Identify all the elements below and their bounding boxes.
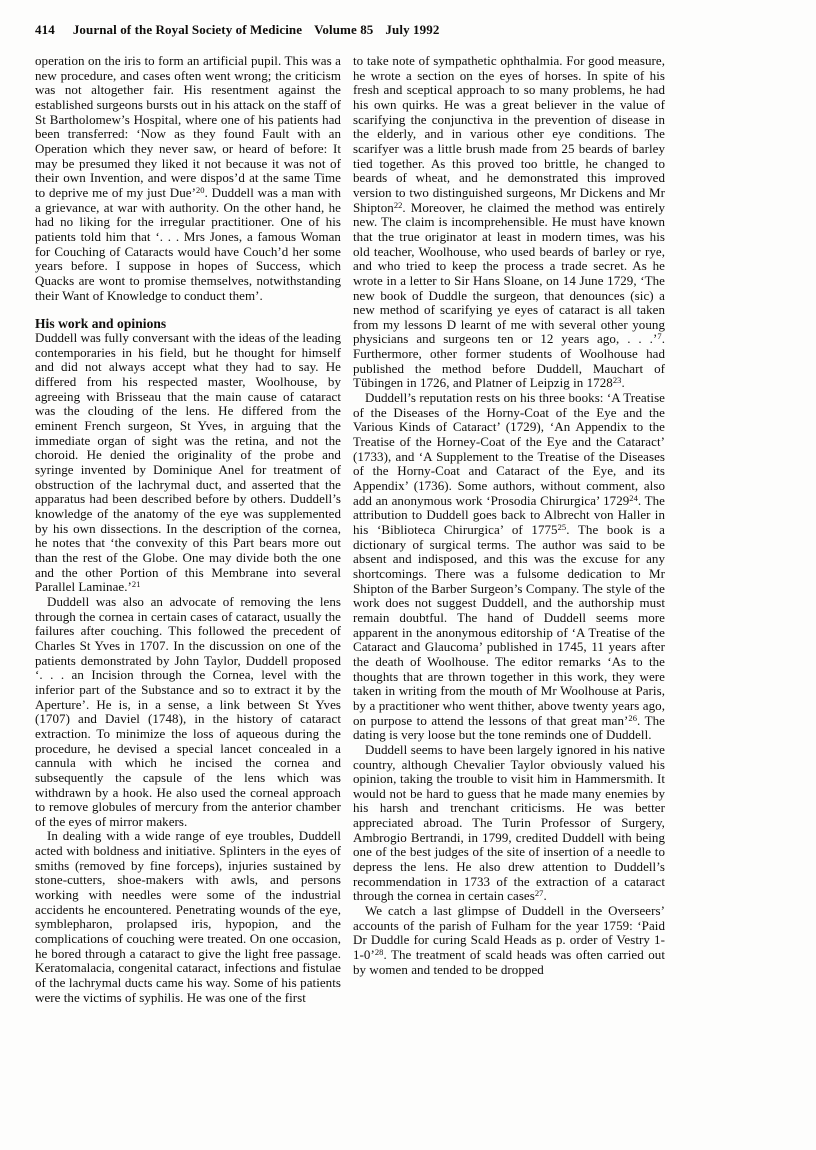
reference-superscript: 20 — [195, 184, 205, 195]
left-column — [35, 54, 341, 1005]
page-header — [35, 22, 439, 38]
page-number: 414 — [35, 22, 55, 37]
paragraph: Duddell seems to have been largely ignored in his native country, although Chevalier Taylor obviously valued his opinion, taking the trouble to visit him in Hammersmith. It would not be hard to guess that he made many enemies by his harsh and trenchant criticisms. He was better appreciated abroad. The Turin Professor of Surgery, Ambrogio Bertrandi, in 1799, credited Duddell with being one of the best judges of the site of insertion of a needle to depress the lens. He also drew attention to Duddell’s recommendation in 1733 of the extraction of a cataract through the cornea in certain cases$^{27}$. — [353, 741, 665, 904]
paragraph: We catch a last glimpse of Duddell in the Overseers’ accounts of the parish of Fulham for the year 1759: ‘Paid Dr Duddle for curing Scald Heads as p. order of Vestry 1-1-0’$^{28}$. The treatment of scald heads was often carried out by women and tended to be dropped — [353, 903, 665, 977]
paragraph: Duddell was also an advocate of removing the lens through the cornea in certain cases of cataract, usually the failures after couching. This followed the precedent of Charles St Yves in 1707. In the discussion on one of the patients demonstrated by John Taylor, Duddell proposed ‘. . . an Incision through the Cornea, level with the inferior part of the Substance and so to extract it by the Aperture’. He is, in a sense, a link between St Yves (1707) and Daviel (1748), in the history of cataract extraction. To minimize the loss of aqueous during the procedure, he devised a special lancet concealed in a cannula with which he incised the cornea and subsequently the capsule of the lens which was withdrawn by a hook. He also used the corneal approach to remove globules of mercury from the anterior chamber of the eyes of mirror makers. — [35, 593, 341, 829]
reference-superscript: 24 — [629, 492, 638, 503]
paragraph: to take note of sympathetic ophthalmia. For good measure, he wrote a section on the eyes of horses. In spite of his fresh and sceptical approach to so many problems, he had his own quirks. He was a great believer in the value of scarifying the conjunctiva in the prevention of disease in the elderly, and in various other eye conditions. The scarifyer was a little brush made from 25 beards of barley tied together. As this proved too brittle, he changed to beards of wheat, and he demonstrated this improved version to two distinguished surgeons, Mr Dickens and Mr Shipton$^{22}$. Moreover, he claimed the method was entirely new. The claim is incomprehensible. He must have known that the true originator at least in modern times, was his old teacher, Woolhouse, who used beards of barley or rye, and who tried to keep the process a trade secret. As he wrote in a letter to Sir Hans Sloane, on 14 June 1729, ‘The new book of Duddle the surgeon, that denounces (sic) a new method of scarifying ye eyes of cataract is all taken from my lessons D learnt of me with several other young physicians and surgeons ten or 12 years ago, . . .’$^7$. Furthermore, other former students of Woolhouse had published the method before Duddell, Mauchart of Tübingen in 1726, and Platner of Leipzig in 1728$^{23}$. — [353, 53, 665, 391]
reference-superscript: 25 — [557, 522, 567, 532]
volume-label: Volume 85 — [314, 22, 374, 37]
reference-superscript: 26 — [628, 712, 638, 723]
reference-superscript: 27 — [534, 888, 544, 899]
paragraph: Duddell was fully conversant with the ideas of the leading contemporaries in his field, but he thought for himself and did not always accept what they had to say. He differed from his respected master, Woolhouse, by agreeing with Brisseau that the main cause of cataract was the clouding of the lens. He differed from the eminent French surgeon, St Yves, in arguing that the immediate organ of sight was the retina, and not the choroid. He denied the originality of the probe and syringe invented by Dominique Anel for treatment of obstruction of the lachrymal duct, and asserted that the apparatus had been described before by others. Duddell’s knowledge of the anatomy of the eye was supplemented by his own dissections. In the description of the cornea, he notes that ‘the convexity of this Part bears more out than the rest of the Globe. One may divide both the one and the other Portion of this Membrane into several Parallel Laminae.’$^{21}$ — [35, 330, 341, 595]
reference-superscript: 23 — [612, 375, 622, 386]
reference-superscript: 21 — [131, 579, 141, 590]
reference-superscript: 22 — [393, 199, 403, 210]
paragraph: Duddell’s reputation rests on his three books: ‘A Treatise of the Diseases of the Horny-Coat of the Eye and the Various Kinds of Cataract’ (1729), ‘An Appendix to the Treatise of the Horney-Coat of the Eye and the Cataract’ (1733), and ‘A Supplement to the Treatise of the Diseases of the Horny-Coat and Cataract of the Eye, and its Appendix’ (1736). Some authors, without comment, also add an anonymous work ‘Prosodia Chirurgica’ 1729$^{24}$. The attribution to Duddell goes back to Albrecht von Haller in his ‘Biblioteca Chirurgica’ of 1775$^{25}$. The book is a dictionary of surgical terms. The author was said to be absent and indisposed, and this was the excuse for any shortcomings. There was a fulsome dedication to Mr Shipton of the Barber Surgeon’s Company. The style of the work does not suggest Duddell, and the authorship must remain doubtful. The hand of Duddell seems more apparent in the anonymous editorship of ‘A Treatise of the Cataract and Glaucoma’ published in 1745, 11 years after the death of Woolhouse. The editor remarks ‘As to the thoughts that are thrown together in this work, they were taken in writing from the mouth of Mr Woolhouse at Paris, by a practitioner who went thither, above twenty years ago, on purpose to attend the lessons of that great man’$^{26}$. The dating is very loose but the tone reminds one of Duddell. — [353, 390, 666, 743]
right-column — [353, 54, 665, 1005]
issue-date: July 1992 — [385, 22, 440, 37]
paragraph: In dealing with a wide range of eye troubles, Duddell acted with boldness and initiative. Splinters in the eyes of smiths (removed by fine forceps), injuries sustained by stone-cutters, shoe-makers with awls, and persons working with needles were some of the industrial accidents he encountered. Penetrating wounds of the eye, symblepharon, prolapsed iris, hypopion, and the complications of couching were treated. On one occasion, he bored through a cataract to give the light free passage. Keratomalacia, congenital cataract, infections and fistulae of the lachrymal ducts came his way. Some of his patients were the victims of syphilis. He was one of the first — [35, 828, 341, 1005]
section-heading: His work and opinions — [35, 316, 167, 332]
reference-superscript: 7 — [657, 331, 662, 342]
journal-title: Journal of the Royal Society of Medicine — [72, 22, 303, 37]
reference-superscript: 28 — [374, 947, 384, 958]
paragraph: operation on the iris to form an artificial pupil. This was a new procedure, and cases often went wrong; the criticism was not altogether fair. His resentment against the established surgeons bursts out in his attack on the staff of St Bartholomew’s Hospital, where one of his patients had been transferred: ‘Now as they found Fault with an Operation which they never saw, or heard of before: It may be presumed they liked it not because it was not of their own Invention, and were dispos’d at the same Time to deprive me of my just Due’$^{20}$. Duddell was a man with a grievance, at war with authority. On the other hand, he had no liking for the irregular practitioner. One of his patients told him that ‘. . . Mrs Jones, a famous Woman for Couching of Cataracts would have Couch’d her some years before. I suppose in hopes of Success, which Quacks are wont to promise themselves, notwithstanding their Want of Knowledge to conduct them’. — [35, 53, 341, 303]
article-body — [35, 54, 665, 1005]
